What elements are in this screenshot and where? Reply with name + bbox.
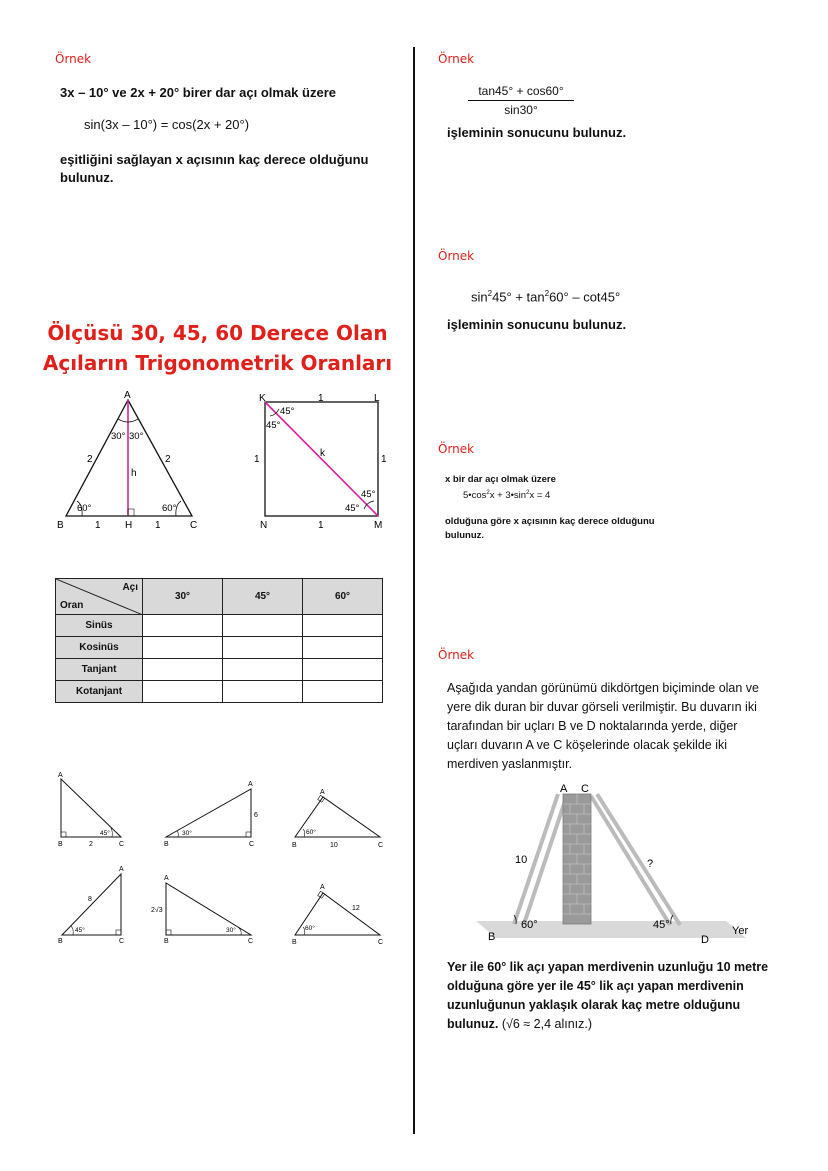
example-label: Örnek [438, 249, 475, 263]
fraction-expression [468, 84, 574, 117]
corner-bottom-label: Oran [60, 600, 84, 611]
vertex-label: A [164, 875, 169, 882]
table-cell [303, 637, 383, 659]
paragraph-line: yere dik duran bir duvar görseli verilmiştir. Bu duvarın iki [447, 700, 757, 714]
table-header-row [56, 579, 383, 615]
vertex-label: A [248, 781, 253, 788]
question-text: bulunuz. [445, 530, 485, 541]
question-line: Yer ile 60° lik açı yapan merdivenin uzunluğu 10 metre [447, 960, 769, 974]
point-label: C [581, 783, 589, 795]
expr-sup: 2 [487, 289, 493, 298]
practice-triangle-3 [292, 789, 383, 849]
vertex-label: B [292, 842, 297, 849]
angle-label: 45° [75, 927, 85, 934]
angle-label: 45° [653, 919, 670, 931]
row-header: Kotanjant [56, 681, 143, 703]
practice-triangle-2 [164, 781, 258, 848]
question-text [447, 958, 768, 1034]
practice-triangle-6 [292, 884, 383, 946]
vertex-label: C [249, 841, 255, 848]
vertex-label: B [292, 939, 297, 946]
table-cell [303, 659, 383, 681]
point-label: A [560, 783, 568, 795]
expression [471, 285, 620, 306]
side-label: 1 [381, 454, 387, 465]
side-label: 2√3 [151, 907, 163, 914]
example-label: Örnek [55, 52, 92, 66]
angle-label: 60° [77, 503, 92, 514]
example-label: Örnek [438, 442, 475, 456]
table-cell [223, 659, 303, 681]
fraction-denominator: sin30° [504, 103, 538, 117]
equation [463, 490, 550, 501]
eq-part: x = 4 [529, 490, 551, 502]
angle-label: 30° [111, 431, 126, 442]
eq-part: x + 3•sin [489, 490, 527, 502]
row-header: Kosinüs [56, 637, 143, 659]
vertex-label: C [190, 520, 198, 531]
row-header: Sinüs [56, 615, 143, 637]
practice-triangle-5 [151, 875, 253, 945]
vertex-label: A [58, 772, 63, 779]
question-text: 3x – 10° ve 2x + 20° birer dar açı olmak üzere [60, 85, 336, 100]
vertex-label: A [124, 390, 131, 401]
table-cell [223, 615, 303, 637]
angle-label: 45° [266, 420, 281, 431]
table-cell [303, 681, 383, 703]
side-label: 12 [352, 905, 360, 912]
table-cell [303, 615, 383, 637]
table-row [56, 681, 383, 703]
eq-sup: 2 [486, 490, 490, 496]
angle-label: 45° [361, 489, 376, 500]
angle-label: 45° [280, 406, 295, 417]
angle-label: 30° [182, 830, 192, 837]
side-label: 2 [87, 454, 93, 465]
vertex-label: A [320, 884, 325, 891]
ladder-length-label: 10 [515, 854, 528, 866]
expr-part: 45° + tan [492, 289, 545, 305]
side-label: 2 [165, 454, 171, 465]
table-cell [143, 637, 223, 659]
wall-ladder-figure [470, 778, 780, 950]
angle-label: 60° [521, 919, 538, 931]
square-figure [248, 388, 393, 533]
table-row [56, 637, 383, 659]
paragraph-line: tarafından bir uçları B ve D noktalarında yerde, diğer [447, 719, 738, 733]
table-cell [223, 681, 303, 703]
vertex-label: A [320, 789, 325, 796]
angle-label: 45° [345, 503, 360, 514]
table-row [56, 615, 383, 637]
practice-triangles [55, 770, 395, 950]
fraction-numerator: tan45° + cos60° [468, 84, 574, 101]
column-header: 30° [143, 579, 223, 615]
vertex-label: L [374, 393, 380, 404]
trig-ratio-table [55, 578, 383, 703]
side-label: 1 [254, 454, 260, 465]
corner-top-label: Açı [122, 582, 138, 593]
expr-part: 60° – cot45° [549, 289, 621, 305]
point-label: D [701, 934, 709, 946]
side-label: 2 [89, 841, 93, 848]
side-label: 10 [330, 842, 338, 849]
practice-triangle-1 [58, 772, 124, 848]
diagonal-label: k [320, 448, 325, 459]
problem-paragraph [447, 679, 759, 774]
column-divider [413, 47, 415, 1134]
vertex-label: B [57, 520, 64, 531]
vertex-label: N [260, 520, 268, 531]
section-heading [40, 318, 395, 378]
vertex-label: C [119, 841, 125, 848]
vertex-label: C [248, 938, 254, 945]
height-label: h [131, 468, 137, 479]
vertex-label: C [378, 939, 384, 946]
angle-label: 30° [129, 431, 144, 442]
example-label: Örnek [438, 648, 475, 662]
table-cell [223, 637, 303, 659]
question-text: olduğuna göre x açısının kaç derece olduğunu [445, 516, 655, 527]
vertex-label: B [164, 841, 169, 848]
practice-triangle-4 [58, 866, 124, 945]
table-row [56, 659, 383, 681]
vertex-label: A [119, 866, 124, 873]
question-text: işleminin sonucunu bulunuz. [447, 317, 627, 332]
heading-line: Açıların Trigonometrik Oranları [42, 351, 393, 375]
paragraph-line: merdiven yaslanmıştır. [447, 757, 573, 771]
paragraph-line: Aşağıda yandan görünümü dikdörtgen biçiminde olan ve [447, 681, 760, 695]
side-label: 1 [155, 520, 161, 531]
side-label: 6 [254, 812, 258, 819]
question-line: olduğuna göre yer ile 45° lik açı yapan merdivenin [447, 979, 744, 993]
equilateral-triangle-figure [55, 388, 215, 533]
expr-sup: 2 [544, 289, 550, 298]
paragraph-line: uçları duvarın A ve C köşelerinde olacak şekilde iki [447, 738, 728, 752]
expr-part: sin [471, 289, 488, 305]
column-header: 60° [303, 579, 383, 615]
ladder-length-label: ? [647, 858, 654, 870]
question-text: işleminin sonucunu bulunuz. [447, 125, 627, 140]
vertex-label: B [58, 841, 63, 848]
question-line [447, 1015, 768, 1034]
vertex-label: H [125, 520, 133, 531]
angle-label: 60° [305, 925, 315, 932]
side-label: 1 [318, 520, 324, 531]
vertex-label: C [119, 938, 125, 945]
table-cell [143, 681, 223, 703]
vertex-label: K [259, 393, 266, 404]
table-corner-cell [56, 579, 143, 615]
angle-label: 30° [226, 927, 236, 934]
table-cell [143, 615, 223, 637]
equation: sin(3x – 10°) = cos(2x + 20°) [84, 117, 250, 132]
question-text: eşitliğini sağlayan x açısının kaç derece olduğunu [60, 152, 369, 167]
question-text: bulunuz. [60, 170, 114, 185]
point-label: B [488, 931, 496, 943]
side-label: 8 [88, 896, 92, 903]
example-label: Örnek [438, 52, 475, 66]
hint-text: (√6 ≈ 2,4 alınız.) [501, 1017, 593, 1031]
question-line-bold: bulunuz. [447, 1017, 499, 1031]
side-label: 1 [95, 520, 101, 531]
angle-label: 60° [162, 503, 177, 514]
vertex-label: M [374, 520, 383, 531]
question-text: x bir dar açı olmak üzere [445, 474, 556, 485]
table-cell [143, 659, 223, 681]
angle-label: 60° [306, 829, 316, 836]
heading-line: Ölçüsü 30, 45, 60 Derece Olan [47, 321, 388, 345]
eq-part: 5•cos [463, 490, 487, 502]
question-line: uzunluğunun yaklaşık olarak kaç metre olduğunu [447, 998, 741, 1012]
side-label: 1 [318, 393, 324, 404]
eq-sup: 2 [526, 490, 530, 496]
vertex-label: C [378, 842, 384, 849]
column-header: 45° [223, 579, 303, 615]
angle-label: 45° [100, 830, 110, 837]
row-header: Tanjant [56, 659, 143, 681]
ground-label: Yer [732, 925, 749, 937]
vertex-label: B [58, 938, 63, 945]
vertex-label: B [164, 938, 169, 945]
